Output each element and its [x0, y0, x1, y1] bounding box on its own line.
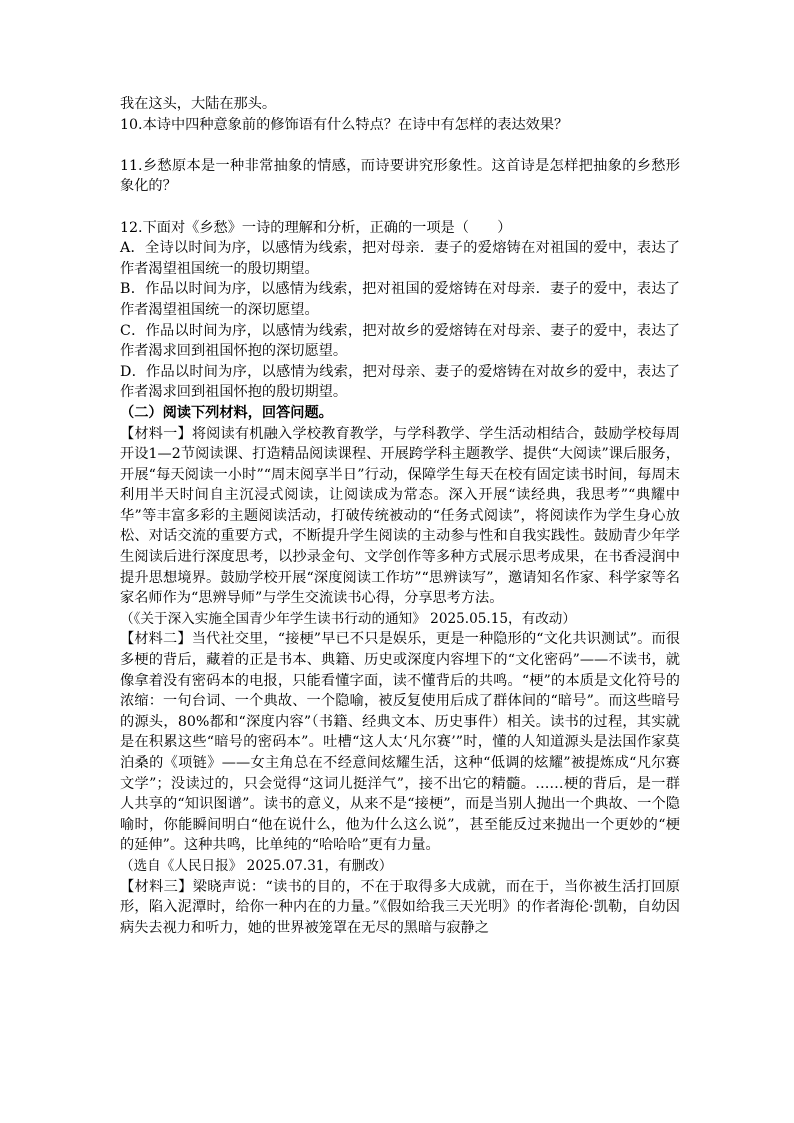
blank-line: [120, 197, 680, 218]
document-body: [120, 94, 680, 938]
blank-line: [120, 135, 680, 156]
option-c: C．作品以时间为序，以感情为线索，把对故乡的爱熔铸在对母亲、妻子的爱中，表达了作者渴求回到祖国怀抱的深切愿望。: [120, 322, 680, 360]
material-2: 【材料二】当代社交里，“接梗”早已不只是娱乐，更是一种隐形的“文化共识测试”。而很多梗的背后，藏着的正是书本、典籍、历史或深度内容埋下的“文化密码”——不读书，就像拿着没有密码本的电报，只能看懂字面，读不懂背后的共鸣。“梗”的本质是文化符号的浓缩：一句台词、一个典故、一个隐喻，被反复使用后成了群体间的“暗号”。而这些暗号的源头，80%都和“深度内容”（书籍、经典文本、历史事件）相关。读书的过程，其实就是在积累这些“暗号的密码本”。吐槽“这人太‘凡尔赛’”时，懂的人知道源头是法国作家莫泊桑的《项链》——女主角总在不经意间炫耀生活，这种“低调的炫耀”被提炼成“凡尔赛文学”；没读过的，只会觉得“这词儿挺洋气”，接不出它的精髓。……梗的背后，是一群人共享的“知识图谱”。读书的意义，从来不是“接梗”，而是当别人抛出一个典故、一个隐喻时，你能瞬间明白“他在说什么，他为什么这么说”，甚至能反过来抛出一个更妙的“梗的延伸”。这种共鸣，比单纯的“哈哈哈”更有力量。: [120, 631, 680, 854]
poem-line: 我在这头，大陆在那头。: [120, 96, 277, 112]
option-b: B．作品以时间为序，以感情为线索，把对祖国的爱熔铸在对母亲．妻子的爱中，表达了作者渴望祖国统一的深切愿望。: [120, 281, 680, 318]
material-1-source: （《关于深入实施全国青少年学生读书行动的通知》 2025.05.15，有改动）: [120, 610, 576, 627]
option-d: D．作品以时间为序，以感情为线索，把对母亲、妻子的爱熔铸在对故乡的爱中，表达了作者渴求回到祖国怀抱的殷切期望。: [120, 363, 680, 401]
material-2-source: （选自《人民日报》 2025.07.31，有删改）: [120, 857, 393, 874]
material-3: 【材料三】梁晓声说：“读书的目的，不在于取得多大成就，而在于，当你被生活打回原形，陷入泥潭时，给你一种内在的力量。”《假如给我三天光明》的作者海伦·凯勒，自幼因病失去视力和听力，她的世界被笼罩在无尽的黑暗与寂静之: [120, 878, 680, 936]
section-heading: （二）阅读下列材料，回答问题。: [120, 404, 333, 421]
question-12: 12.下面对《乡愁》一诗的理解和分析，正确的一项是（ ）: [120, 219, 512, 236]
question-10: 10.本诗中四种意象前的修饰语有什么特点？在诗中有怎样的表达效果？: [120, 116, 569, 133]
material-1: 【材料一】将阅读有机融入学校教育教学，与学科教学、学生活动相结合，鼓励学校每周开设1—2节阅读课、打造精品阅读课程、开展跨学科主题教学、提供“大阅读”课后服务，开展“每天阅读一小时”“周末阅享半日”行动，保障学生每天在校有固定读书时间，每周末利用半天时间自主沉浸式阅读，让阅读成为常态。深入开展“读经典，我思考”“典耀中华”等丰富多彩的主题阅读活动，打破传统被动的“任务式阅读”，将阅读作为学生身心放松、对话交流的重要方式，不断提升学生阅读的主动参与性和自我实践性。鼓励青少年学生阅读后进行深度思考，以抄录金句、文学创作等多种方式展示思考成果，在书香浸润中提升思想境界。鼓励学校开展“深度阅读工作坊”“思辨读写”，邀请知名作家、科学家等名家名师作为“思辨导师”与学生交流读书心得，分享思考方法。: [120, 425, 680, 607]
question-11: 11.乡愁原本是一种非常抽象的情感，而诗要讲究形象性。这首诗是怎样把抽象的乡愁形象化的？: [120, 157, 680, 195]
option-a: A．全诗以时间为序，以感情为线索，把对母亲．妻子的爱熔铸在对祖国的爱中，表达了作者渴望祖国统一的殷切期望。: [120, 240, 680, 277]
